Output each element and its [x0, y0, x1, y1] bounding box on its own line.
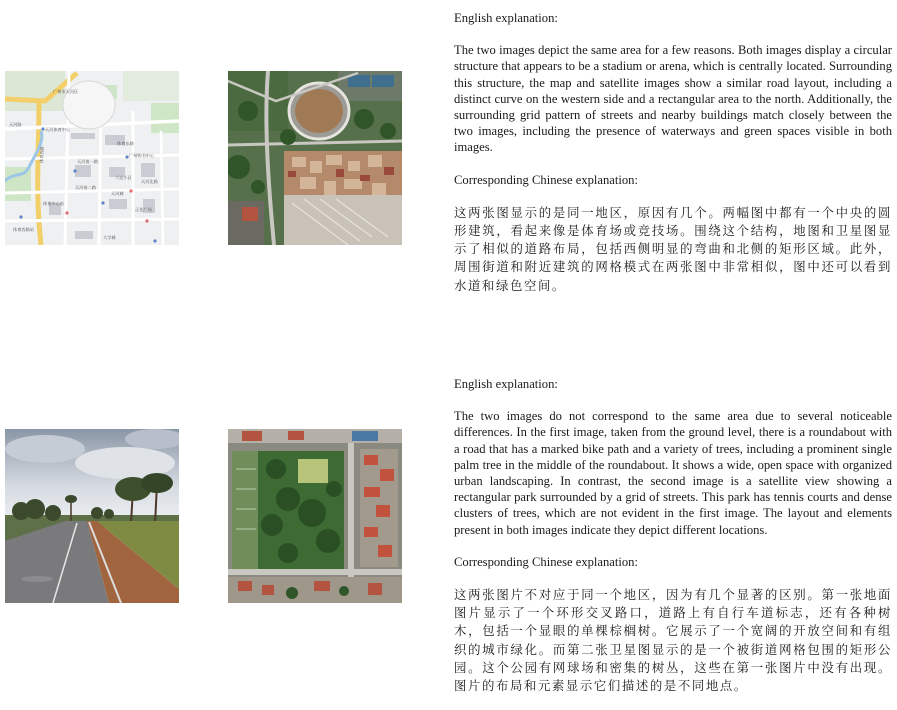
- map-label: 天河南一路: [77, 159, 98, 164]
- map-label: 广州市天河区: [53, 89, 79, 94]
- map-label: 天河南二路: [75, 185, 96, 190]
- satellite-image-park: [228, 429, 402, 603]
- map-label: 体育西路: [39, 146, 45, 164]
- map-label: 体育东路: [117, 141, 134, 146]
- english-heading: English explanation:: [454, 377, 558, 391]
- street-view-image: [5, 429, 179, 603]
- english-heading: English explanation:: [454, 11, 558, 25]
- chinese-heading: Corresponding Chinese explanation:: [454, 172, 638, 187]
- map-label: 体育中心站: [43, 201, 64, 206]
- english-explanation: The two images do not correspond to the same area due to several noticeable differences. In the first image, taken from the ground level, there is a roundabout with a road that has a marked bike path and a variety of trees, including a prominent single palm tree in the middle of the roundabout. It shows a wide, open space with organized urban landscaping. In contrast, the second image is a satellite view showing a rectangular park surrounded by a grid of streets. This park has tennis courts and dense clusters of trees, which are not evident in the first image. The layout and elements present in both images indicate they depict different locations.: [454, 409, 892, 537]
- map-label: 体育西路站: [13, 227, 34, 232]
- chinese-heading: Corresponding Chinese explanation:: [454, 554, 638, 569]
- map-label: 天河城: [111, 191, 124, 196]
- map-label: 天河北路: [141, 179, 158, 184]
- map-label: 六运小区: [115, 175, 132, 180]
- explanation-block-1: [454, 10, 892, 295]
- map-label: 天河路: [9, 122, 22, 127]
- map-label: 大学城: [103, 235, 116, 240]
- satellite-image-stadium: [228, 71, 402, 245]
- map-label: 广州购书中心: [129, 153, 155, 158]
- english-explanation: The two images depict the same area for a few reasons. Both images display a circular structure that appears to be a stadium or arena, which is centrally located. Surrounding this structure, the map and satellite images show a similar road layout, including a distinct curve on the western side and a rectangular area to the north. Additionally, the surrounding grid pattern of streets and nearby buildings match closely between the two images, including the presence of waterways and green spaces visible in both images.: [454, 43, 892, 155]
- street-map-image: [5, 71, 179, 245]
- explanation-block-2: [454, 376, 892, 695]
- map-label: 正佳广场: [135, 207, 152, 212]
- chinese-explanation: 这两张图片不对应于同一个地区，因为有几个显著的区别。第一张地面图片显示了一个环形交叉路口，道路上有自行车道标志，还有各种树木，包括一个显眼的单棵棕榈树。它展示了一个宽阔的开放空间和有组织的城市绿化。而第二张卫星图显示的是一个被街道网格包围的矩形公园。这个公园有网球场和密集的树丛，这些在第一张图片中没有出现。图片的布局和元素显示它们描述的是不同地点。: [454, 588, 892, 694]
- map-label: 天河体育中心: [45, 127, 71, 132]
- chinese-explanation: 这两张图显示的是同一地区，原因有几个。两幅图中都有一个中央的圆形建筑，看起来像是体育场或竞技场。围绕这个结构，地图和卫星图显示了相似的道路布局，包括西侧明显的弯曲和北侧的矩形区域。此外，周围街道和附近建筑的网格模式在两张图中非常相似，图中还可以看到水道和绿色空间。: [454, 205, 892, 293]
